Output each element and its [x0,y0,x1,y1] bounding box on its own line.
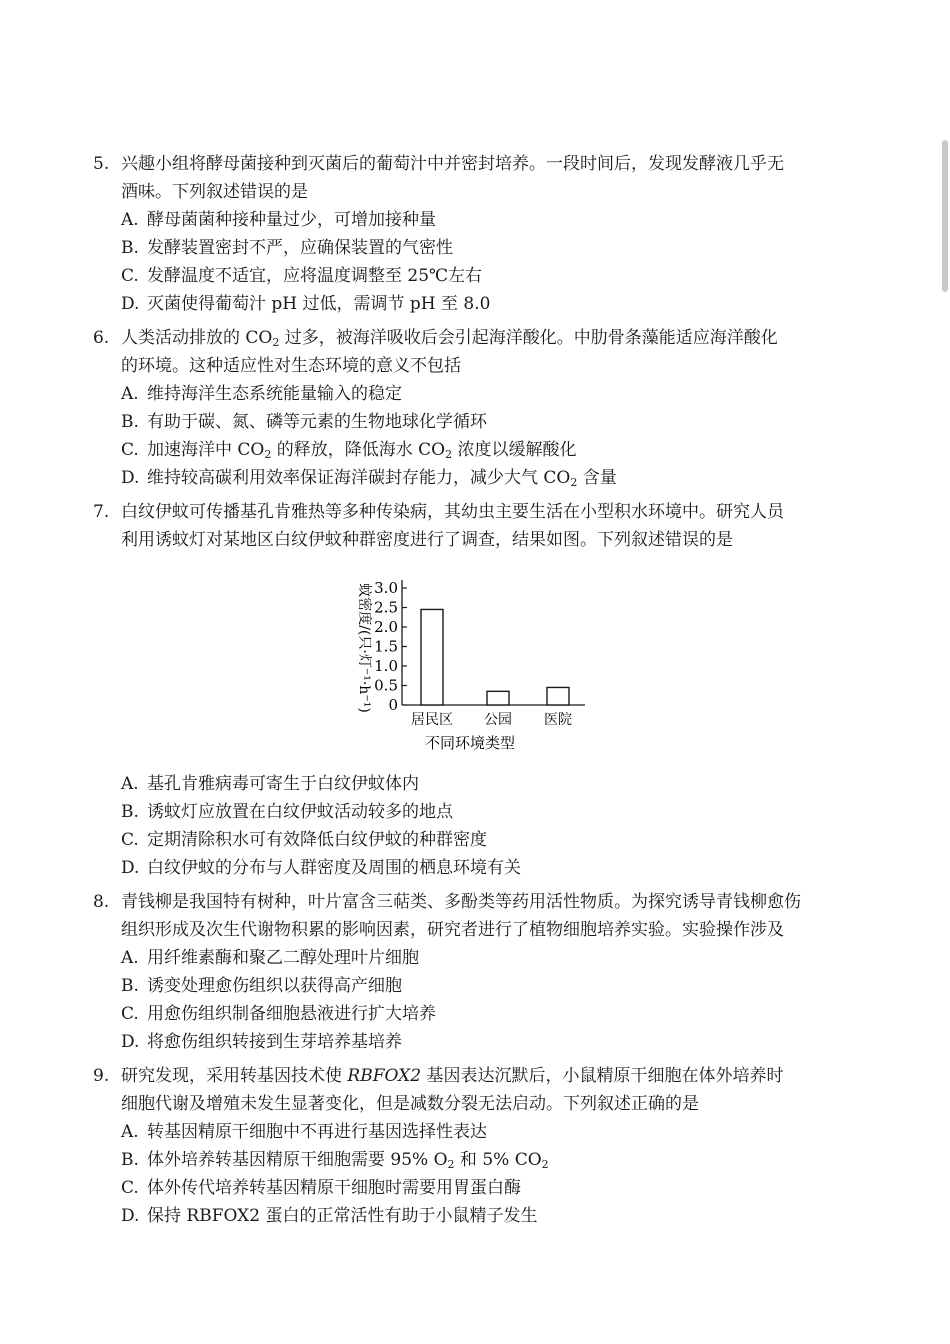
question-6-option-b[interactable]: B. 有助于碳、氮、磷等元素的生物地球化学循环 [121,412,487,432]
y-tick-label: 3.0 [374,579,398,597]
x-tick-label: 居民区 [411,712,453,728]
question-7-option-d[interactable]: D. 白纹伊蚊的分布与人群密度及周围的栖息环境有关 [121,858,521,878]
question-7-stem-line1: 7. 白纹伊蚊可传播基孔肯雅热等多种传染病，其幼虫主要生活在小型积水环境中。研究人员 [93,502,784,522]
y-axis-label: 蚊密度/(只·灯⁻¹·h⁻¹) [356,583,372,713]
question-6-stem-line2: 的环境。这种适应性对生态环境的意义不包括 [121,356,461,376]
y-tick-label: 0 [388,696,398,714]
question-7-stem-line2: 利用诱蚊灯对某地区白纹伊蚊种群密度进行了调查，结果如图。下列叙述错误的是 [121,530,733,550]
question-6-option-a[interactable]: A. 维持海洋生态系统能量输入的稳定 [121,384,402,404]
question-8-option-c[interactable]: C. 用愈伤组织制备细胞悬液进行扩大培养 [121,1004,436,1024]
question-7-option-b[interactable]: B. 诱蚊灯应放置在白纹伊蚊活动较多的地点 [121,802,453,822]
question-8-option-a[interactable]: A. 用纤维素酶和聚乙二醇处理叶片细胞 [121,948,419,968]
scrollbar[interactable] [942,140,948,292]
question-9-option-b[interactable]: B. 体外培养转基因精原干细胞需要 95% $O_2$ 和 5% $CO_2$ [121,1150,549,1171]
bar-3 [547,687,569,705]
question-8-option-d[interactable]: D. 将愈伤组织转接到生芽培养基培养 [121,1032,402,1052]
question-number: 5. [93,154,110,174]
question-6-option-c[interactable]: C. 加速海洋中 $CO_2$ 的释放，降低海水 $CO_2$ 浓度以缓解酸化 [121,440,577,461]
question-9-option-a[interactable]: A. 转基因精原干细胞中不再进行基因选择性表达 [121,1122,487,1142]
chart-svg [340,570,620,760]
question-5-option-a[interactable]: A. 酵母菌菌种接种量过少，可增加接种量 [121,210,436,230]
question-8-option-b[interactable]: B. 诱变处理愈伤组织以获得高产细胞 [121,976,402,996]
question-5-option-d[interactable]: D. 灭菌使得葡萄汁 pH 过低，需调节 pH 至 8.0 [121,294,491,314]
question-6-stem-line1: 6. 人类活动排放的 $CO_2$ 过多，被海洋吸收后会引起海洋酸化。中肋骨条藻能适应海洋酸化 [93,328,778,349]
x-tick-label: 公园 [484,712,512,728]
mosquito-density-chart [340,570,620,760]
question-9-stem-line1: 9. 研究发现，采用转基因技术使 RBFOX2 基因表达沉默后，小鼠精原干细胞在体外培养时 [93,1066,784,1086]
bars [421,609,569,705]
question-9-option-d[interactable]: D. 保持 RBFOX2 蛋白的正常活性有助于小鼠精子发生 [121,1206,538,1226]
question-7-option-c[interactable]: C. 定期清除积水可有效降低白纹伊蚊的种群密度 [121,830,487,850]
y-tick-label: 2.5 [374,598,398,617]
y-tick-label: 2.0 [374,618,398,636]
bar-2 [487,691,509,705]
question-5-stem-line2: 酒味。下列叙述错误的是 [121,182,308,202]
question-5-option-b[interactable]: B. 发酵装置密封不严，应确保装置的气密性 [121,238,453,258]
y-tick-label: 1.0 [374,657,398,675]
question-8-stem-line1: 8. 青钱柳是我国特有树种，叶片富含三萜类、多酚类等药用活性物质。为探究诱导青钱柳愈伤 [93,892,801,912]
question-5-stem-line1: 5. 兴趣小组将酵母菌接种到灭菌后的葡萄汁中并密封培养。一段时间后，发现发酵液几乎无 [93,154,784,174]
x-tick-label: 医院 [544,712,572,728]
gene-name: RBFOX2 [347,1066,422,1086]
bar-1 [421,609,443,705]
question-7-option-a[interactable]: A. 基孔肯雅病毒可寄生于白纹伊蚊体内 [121,774,419,794]
question-9-option-c[interactable]: C. 体外传代培养转基因精原干细胞时需要用胃蛋白酶 [121,1178,521,1198]
question-8-stem-line2: 组织形成及次生代谢物积累的影响因素，研究者进行了植物细胞培养实验。实验操作涉及 [121,920,784,940]
x-axis-label: 不同环境类型 [424,734,516,752]
y-tick-label: 1.5 [374,637,398,656]
question-5-option-c[interactable]: C. 发酵温度不适宜，应将温度调整至 25℃左右 [121,266,483,286]
y-tick-label: 0.5 [374,676,398,695]
question-6-option-d[interactable]: D. 维持较高碳利用效率保证海洋碳封存能力，减少大气 $CO_2$ 含量 [121,468,617,489]
question-9-stem-line2: 细胞代谢及增殖未发生显著变化，但是减数分裂无法启动。下列叙述正确的是 [121,1094,699,1114]
x-tick-labels [411,712,572,728]
